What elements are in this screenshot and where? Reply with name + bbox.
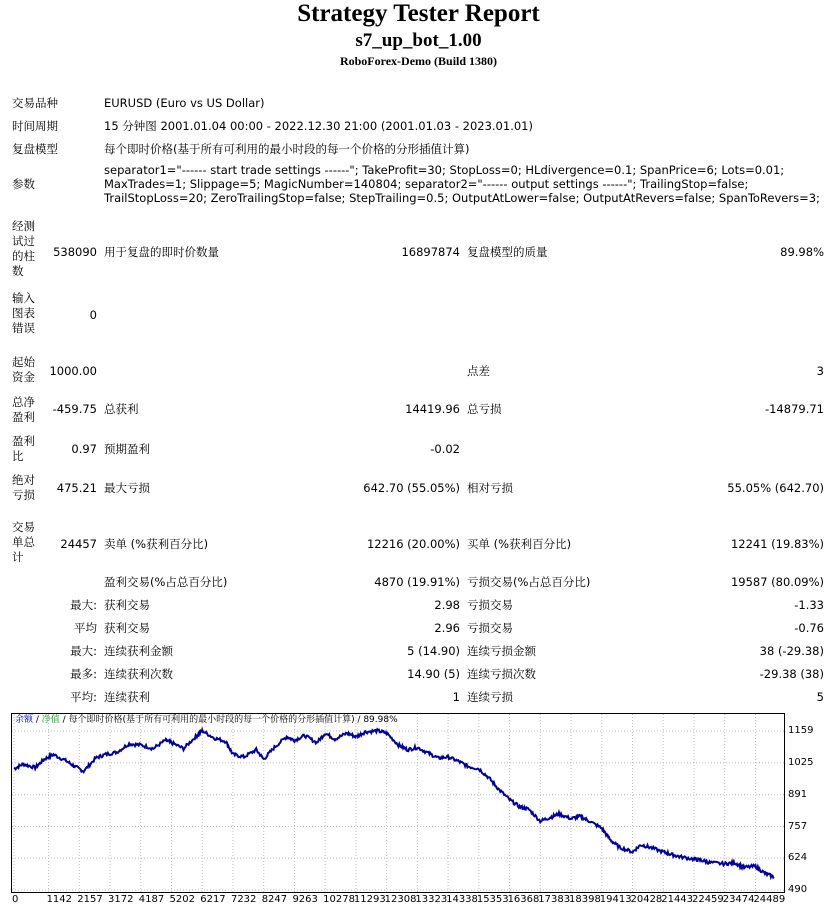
expected-payoff-label: 预期盈利	[104, 442, 150, 456]
x-tick-label: 9263	[292, 894, 318, 905]
report-server: RoboForex-Demo (Build 1380)	[339, 54, 498, 68]
max-consecutive-profit-label: 连续获利次数	[104, 667, 173, 681]
bars-label: 经测试过的柱数	[12, 219, 35, 278]
spread-value: 3	[816, 364, 824, 378]
gross-profit-label: 总获利	[104, 402, 139, 416]
report-subtitle: s7_up_bot_1.00	[355, 30, 482, 51]
y-tick-label: 1025	[788, 756, 814, 768]
balance-chart-plot	[12, 714, 784, 892]
symbol-value: EURUSD (Euro vs US Dollar)	[104, 96, 265, 110]
profit-trades-label: 盈利交易(%占总百分比)	[104, 575, 228, 589]
period-label: 时间周期	[12, 119, 58, 133]
deposit-label: 起始资金	[12, 355, 35, 384]
x-tick-label: 22459	[691, 894, 724, 905]
row-most-label: 最多:	[70, 667, 97, 681]
x-tick-label: 0	[12, 894, 19, 905]
chart-caption	[15, 715, 398, 726]
profit-factor-label: 盈利比	[12, 434, 35, 463]
average-loss-label: 亏损交易	[467, 621, 513, 635]
relative-dd-label: 相对亏损	[467, 481, 513, 495]
long-positions-value: 12241 (19.83%)	[730, 537, 824, 551]
balance-chart	[11, 713, 785, 893]
deposit-value: 1000.00	[49, 364, 97, 378]
largest-profit-label: 获利交易	[104, 598, 150, 612]
x-tick-label: 12308	[384, 894, 417, 905]
average-loss-value: -0.76	[794, 621, 824, 635]
y-tick-label: 757	[788, 820, 808, 832]
max-consecutive-losses-label: 连续亏损金额	[467, 644, 536, 658]
model-label: 复盘模型	[12, 142, 58, 156]
long-positions-label: 买单 (%获利百分比)	[467, 537, 572, 551]
max-dd-value: 642.70 (55.05%)	[363, 481, 460, 495]
max-dd-label: 最大亏损	[104, 481, 150, 495]
net-profit-label: 总净盈利	[12, 395, 35, 424]
absolute-dd-value: 475.21	[56, 481, 97, 495]
ticks-label: 用于复盘的即时价数量	[104, 245, 219, 259]
total-trades-value: 24457	[60, 537, 97, 551]
y-tick-label: 1159	[788, 724, 814, 736]
x-tick-label: 5202	[169, 894, 195, 905]
avg-consecutive-wins-label: 连续获利	[104, 690, 150, 704]
expected-payoff-value: -0.02	[430, 442, 460, 456]
x-tick-label: 19413	[599, 894, 632, 905]
y-tick-label: 891	[788, 788, 808, 800]
x-tick-label: 24489	[753, 894, 786, 905]
gross-profit-value: 14419.96	[405, 402, 460, 416]
legend-separator: /	[33, 715, 42, 725]
short-positions-value: 12216 (20.00%)	[366, 537, 460, 551]
x-tick-label: 2157	[77, 894, 103, 905]
row-max-label: 最大:	[70, 644, 97, 658]
ticks-value: 16897874	[401, 245, 460, 259]
max-consecutive-loss-label: 连续亏损次数	[467, 667, 536, 681]
bars-value: 538090	[53, 245, 97, 259]
y-tick-label: 490	[788, 884, 808, 895]
absolute-dd-label: 绝对亏损	[12, 473, 35, 502]
x-tick-label: 21443	[661, 894, 694, 905]
balance-line	[14, 729, 774, 877]
legend-balance: 余额	[15, 715, 34, 725]
loss-trades-value: 19587 (80.09%)	[730, 575, 824, 589]
spread-label: 点差	[467, 364, 490, 378]
max-consecutive-profit-value: 14.90 (5)	[407, 667, 460, 681]
params-value: separator1="------ start trade settings ------"; TakeProfit=30; StopLoss=0; HLdivergence=0.1; SpanPrice=6; Lots=0.01; MaxTrades=1; Slippage=5; MagicNumber=140804; separator2="------ output settings ------"; TrailingStop=false; TrailStopLoss=20; ZeroTrailingStop=false; StepTrailing=0.5; OutputAtLower=false; OutputAtRevers=false; SpanToRevers=3;	[104, 163, 820, 205]
avg-consecutive-losses-label: 连续亏损	[467, 690, 513, 704]
x-tick-label: 1142	[46, 894, 73, 905]
x-tick-label: 8247	[261, 894, 288, 905]
largest-loss-value: -1.33	[794, 598, 824, 612]
x-tick-label: 16368	[507, 894, 540, 905]
avg-consecutive-wins-value: 1	[452, 690, 460, 704]
row-avg-label: 平均:	[70, 690, 97, 704]
x-tick-label: 6217	[200, 894, 226, 905]
relative-dd-value: 55.05% (642.70)	[727, 481, 824, 495]
avg-consecutive-losses-value: 5	[816, 690, 824, 704]
x-tick-label: 11293	[353, 894, 386, 905]
period-value: 15 分钟图 2001.01.04 00:00 - 2022.12.30 21:00 (2001.01.03 - 2023.01.01)	[104, 119, 533, 133]
profit-factor-value: 0.97	[71, 442, 97, 456]
x-tick-label: 7232	[230, 894, 257, 905]
x-tick-label: 23474	[722, 894, 755, 905]
largest-profit-value: 2.98	[434, 598, 460, 612]
x-tick-label: 4187	[138, 894, 165, 905]
model-value: 每个即时价格(基于所有可利用的最小时段的每一个价格的分形插值计算)	[104, 142, 470, 156]
row-average-label: 平均	[74, 621, 97, 635]
max-consecutive-wins-label: 连续获利金额	[104, 644, 173, 658]
total-trades-label: 交易单总计	[12, 520, 35, 564]
profit-trades-value: 4870 (19.91%)	[374, 575, 460, 589]
errors-value: 0	[89, 308, 97, 322]
gross-loss-label: 总亏损	[467, 402, 502, 416]
average-profit-label: 获利交易	[104, 621, 150, 635]
chart-caption-text: / 每个即时价格(基于所有可利用的最小时段的每一个价格的分形插值计算) / 89.98%	[59, 715, 398, 725]
params-label: 参数	[12, 177, 35, 191]
x-tick-label: 10278	[323, 894, 355, 905]
gross-loss-value: -14879.71	[764, 402, 824, 416]
row-largest-label: 最大:	[70, 598, 97, 612]
x-tick-label: 20428	[630, 894, 663, 905]
x-tick-label: 15353	[476, 894, 509, 905]
y-tick-label: 624	[788, 852, 808, 864]
max-consecutive-loss-value: -29.38 (38)	[759, 667, 824, 681]
max-consecutive-losses-value: 38 (-29.38)	[759, 644, 824, 658]
x-tick-label: 14338	[446, 894, 478, 905]
short-positions-label: 卖单 (%获利百分比)	[104, 537, 209, 551]
largest-loss-label: 亏损交易	[467, 598, 513, 612]
x-tick-label: 18398	[569, 894, 601, 905]
loss-trades-label: 亏损交易(%占总百分比)	[467, 575, 591, 589]
x-tick-label: 13323	[415, 894, 448, 905]
symbol-label: 交易品种	[12, 96, 58, 110]
average-profit-value: 2.96	[434, 621, 460, 635]
quality-label: 复盘模型的质量	[467, 245, 548, 259]
x-tick-label: 17383	[538, 894, 571, 905]
x-tick-label: 3172	[108, 894, 134, 905]
legend-equity: 净值	[41, 715, 60, 725]
max-consecutive-wins-value: 5 (14.90)	[407, 644, 460, 658]
errors-label: 输入图表错误	[12, 291, 35, 335]
net-profit-value: -459.75	[52, 402, 97, 416]
quality-value: 89.98%	[780, 245, 824, 259]
report-title: Strategy Tester Report	[297, 0, 540, 27]
